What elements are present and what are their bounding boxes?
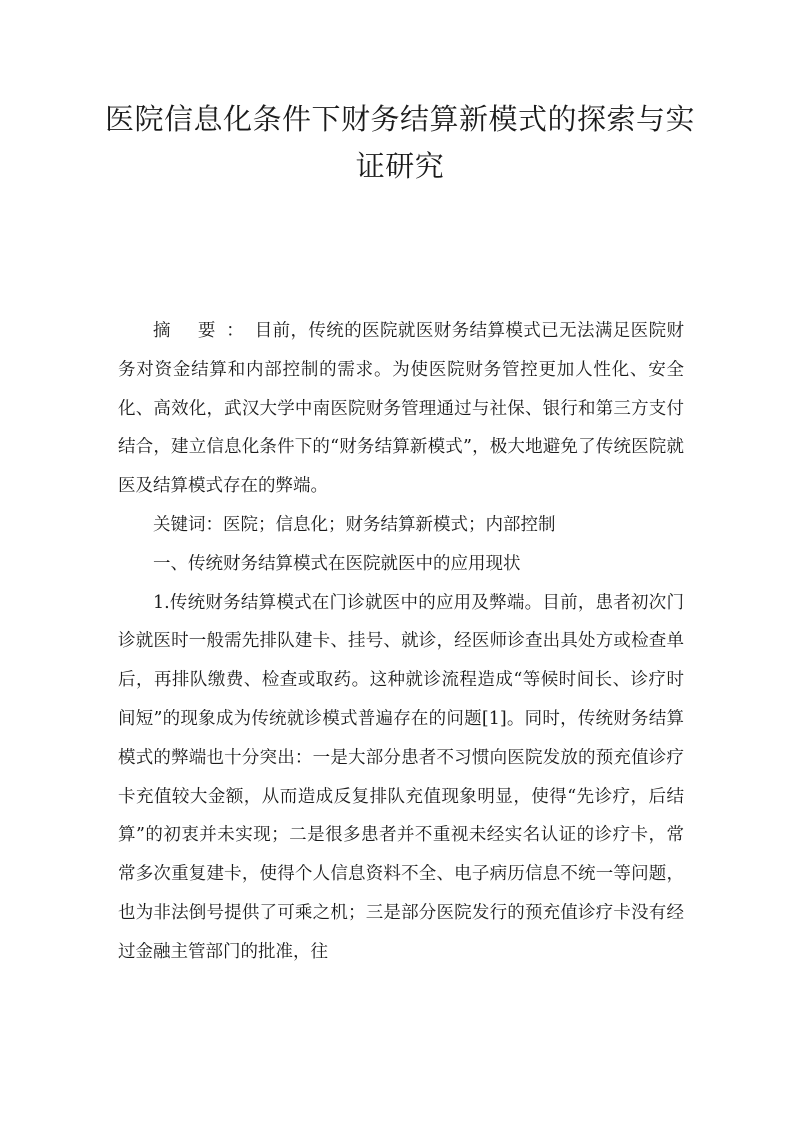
section-heading: 一、传统财务结算模式在医院就医中的应用现状 <box>153 553 521 574</box>
abstract-label: 摘 要： <box>153 321 255 341</box>
keywords-text: 医院；信息化；财务结算新模式；内部控制 <box>223 514 556 535</box>
abstract-paragraph <box>118 312 684 506</box>
abstract-text: 目前，传统的医院就医财务结算模式已无法满足医院财务对资金结算和内部控制的需求。为使医院财务管控更加人性化、安全化、高效化，武汉大学中南医院财务管理通过与社保、银行和第三方支付结合，建立信息化条件下的“财务结算新模式”，极大地避免了传统医院就医及结算模式存在的弊端。 <box>118 321 684 497</box>
body-paragraph: 1.传统财务结算模式在门诊就医中的应用及弊端。目前，患者初次门诊就医时一般需先排队建卡、挂号、就诊，经医师诊查出具处方或检查单后，再排队缴费、检查或取药。这种就诊流程造成“等候时间长、诊疗时间短”的现象成为传统就诊模式普遍存在的问题[1]。同时，传统财务结算模式的弊端也十分突出：一是大部分患者不习惯向医院发放的预充值诊疗卡充值较大金额，从而造成反复排队充值现象明显，使得“先诊疗，后结算”的初衷并未实现；二是很多患者并不重视未经实名认证的诊疗卡，常常多次重复建卡，使得个人信息资料不全、电子病历信息不统一等问题，也为非法倒号提供了可乘之机；三是部分医院发行的预充值诊疗卡没有经过金融主管部门的批准，往 <box>118 592 684 962</box>
keywords-paragraph <box>118 506 684 545</box>
document-body <box>118 312 684 972</box>
document-title: 医院信息化条件下财务结算新模式的探索与实证研究 <box>104 102 695 183</box>
keywords-label: 关键词： <box>153 514 223 535</box>
